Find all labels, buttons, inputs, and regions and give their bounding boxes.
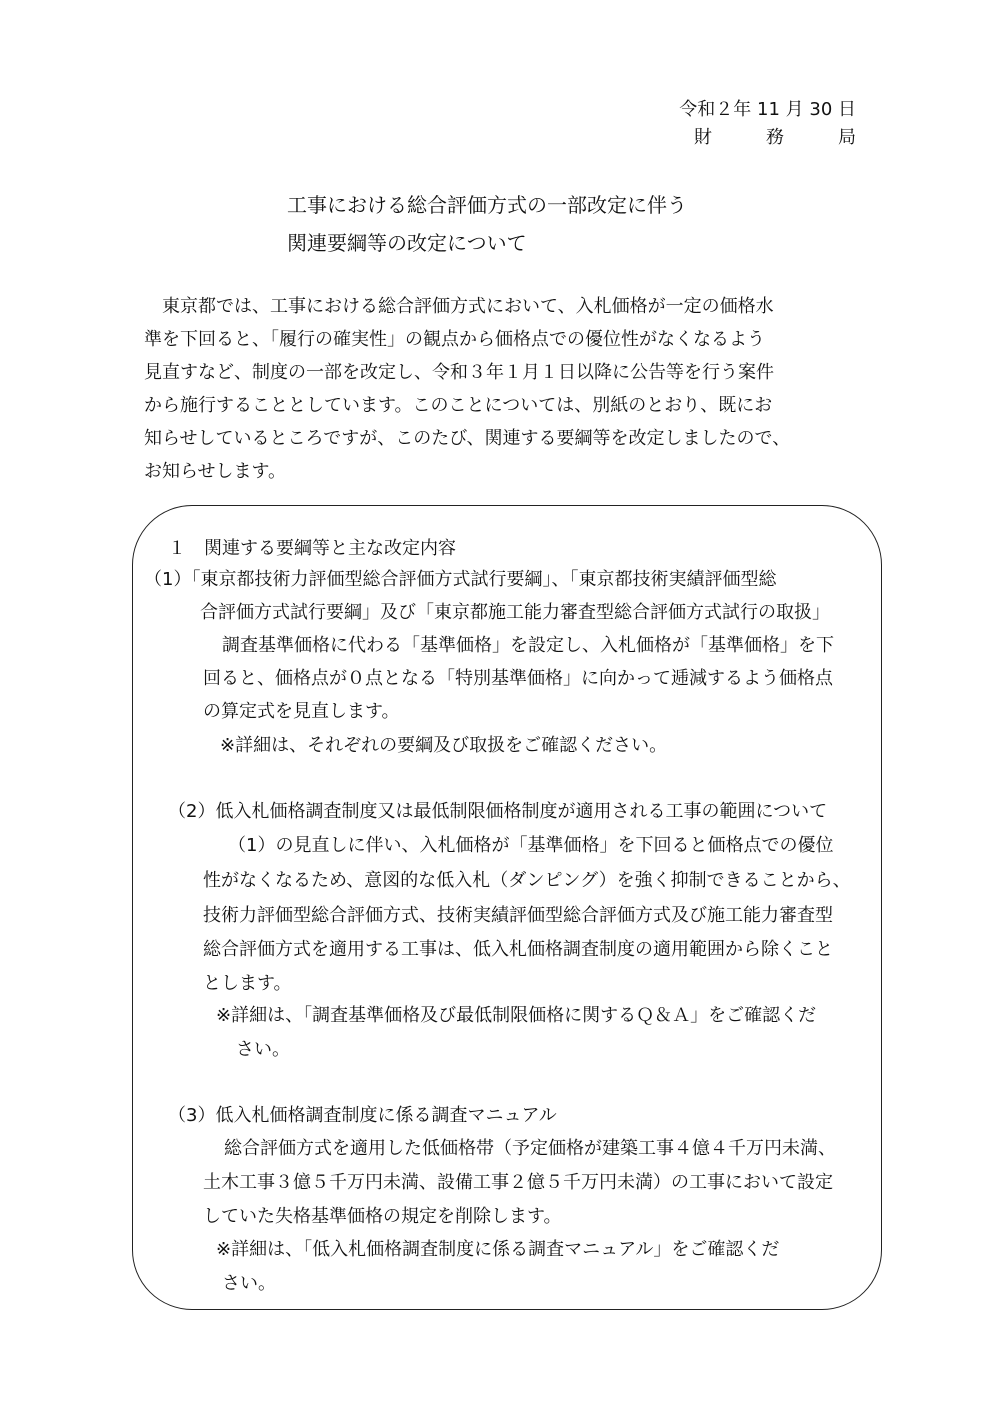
document-title-line2: 関連要綱等の改定について (287, 231, 527, 255)
item2-title-line: （2）低入札価格調査制度又は最低制限価格制度が適用される工事の範囲について (168, 801, 828, 822)
item2-body-line: 性がなくなるため、意図的な低入札（ダンピング）を強く抑制できることから、 (203, 870, 851, 891)
intro-line: 準を下回ると、「履行の確実性」の観点から価格点での優位性がなくなるよう (144, 329, 765, 350)
issuing-bureau: 財 務 局 (694, 127, 856, 148)
item3-title-line: （3）低入札価格調査制度に係る調査マニュアル (168, 1105, 557, 1126)
item1-note-line: ※詳細は、それぞれの要綱及び取扱をご確認ください。 (220, 735, 668, 756)
item1-title-line: （1）「東京都技術力評価型総合評価方式試行要綱」、「東京都技術実績評価型総 (144, 569, 777, 590)
item1-title-line: 合評価方式試行要綱」及び「東京都施工能力審査型総合評価方式試行の取扱」 (200, 602, 830, 623)
item1-body-line: の算定式を見直します。 (203, 701, 400, 722)
item1-body-line: 回ると、価格点が０点となる「特別基準価格」に向かって逓減するよう価格点 (203, 668, 833, 689)
item3-body-line: 土木工事３億５千万円未満、設備工事２億５千万円未満）の工事において設定 (203, 1172, 833, 1193)
item2-body-line: とします。 (203, 973, 292, 994)
intro-line: 見直すなど、制度の一部を改定し、令和３年１月１日以降に公告等を行う案件 (144, 362, 774, 383)
intro-line: 東京都では、工事における総合評価方式において、入札価格が一定の価格水 (144, 296, 774, 317)
intro-line: お知らせします。 (144, 461, 287, 482)
item2-note-line: さい。 (236, 1039, 290, 1060)
intro-line: から施行することとしています。このことについては、別紙のとおり、既にお (144, 395, 773, 416)
item3-body-line: していた失格基準価格の規定を削除します。 (203, 1206, 562, 1227)
item2-body-line: （1）の見直しに伴い、入札価格が「基準価格」を下回ると価格点での優位 (228, 835, 834, 856)
item2-note-line: ※詳細は、「調査基準価格及び最低制限価格に関するＱ＆Ａ」をご確認くだ (216, 1005, 817, 1026)
document-title-line1: 工事における総合評価方式の一部改定に伴う (287, 193, 687, 217)
item1-body-line: 調査基準価格に代わる「基準価格」を設定し、入札価格が「基準価格」を下 (222, 635, 834, 656)
item3-note-line: さい。 (222, 1273, 276, 1294)
item2-body-line: 技術力評価型総合評価方式、技術実績評価型総合評価方式及び施工能力審査型 (203, 905, 833, 926)
intro-line: 知らせしているところですが、このたび、関連する要綱等を改定しましたので、 (144, 428, 791, 449)
box-heading: １ 関連する要綱等と主な改定内容 (168, 538, 456, 559)
item3-body-line: 総合評価方式を適用した低価格帯（予定価格が建築工事４億４千万円未満、 (224, 1138, 836, 1159)
document-date: 令和２年 11 月 30 日 (679, 99, 856, 120)
item3-note-line: ※詳細は、「低入札価格調査制度に係る調査マニュアル」をご確認くだ (216, 1239, 780, 1260)
item2-body-line: 総合評価方式を適用する工事は、低入札価格調査制度の適用範囲から除くこと (203, 939, 833, 960)
